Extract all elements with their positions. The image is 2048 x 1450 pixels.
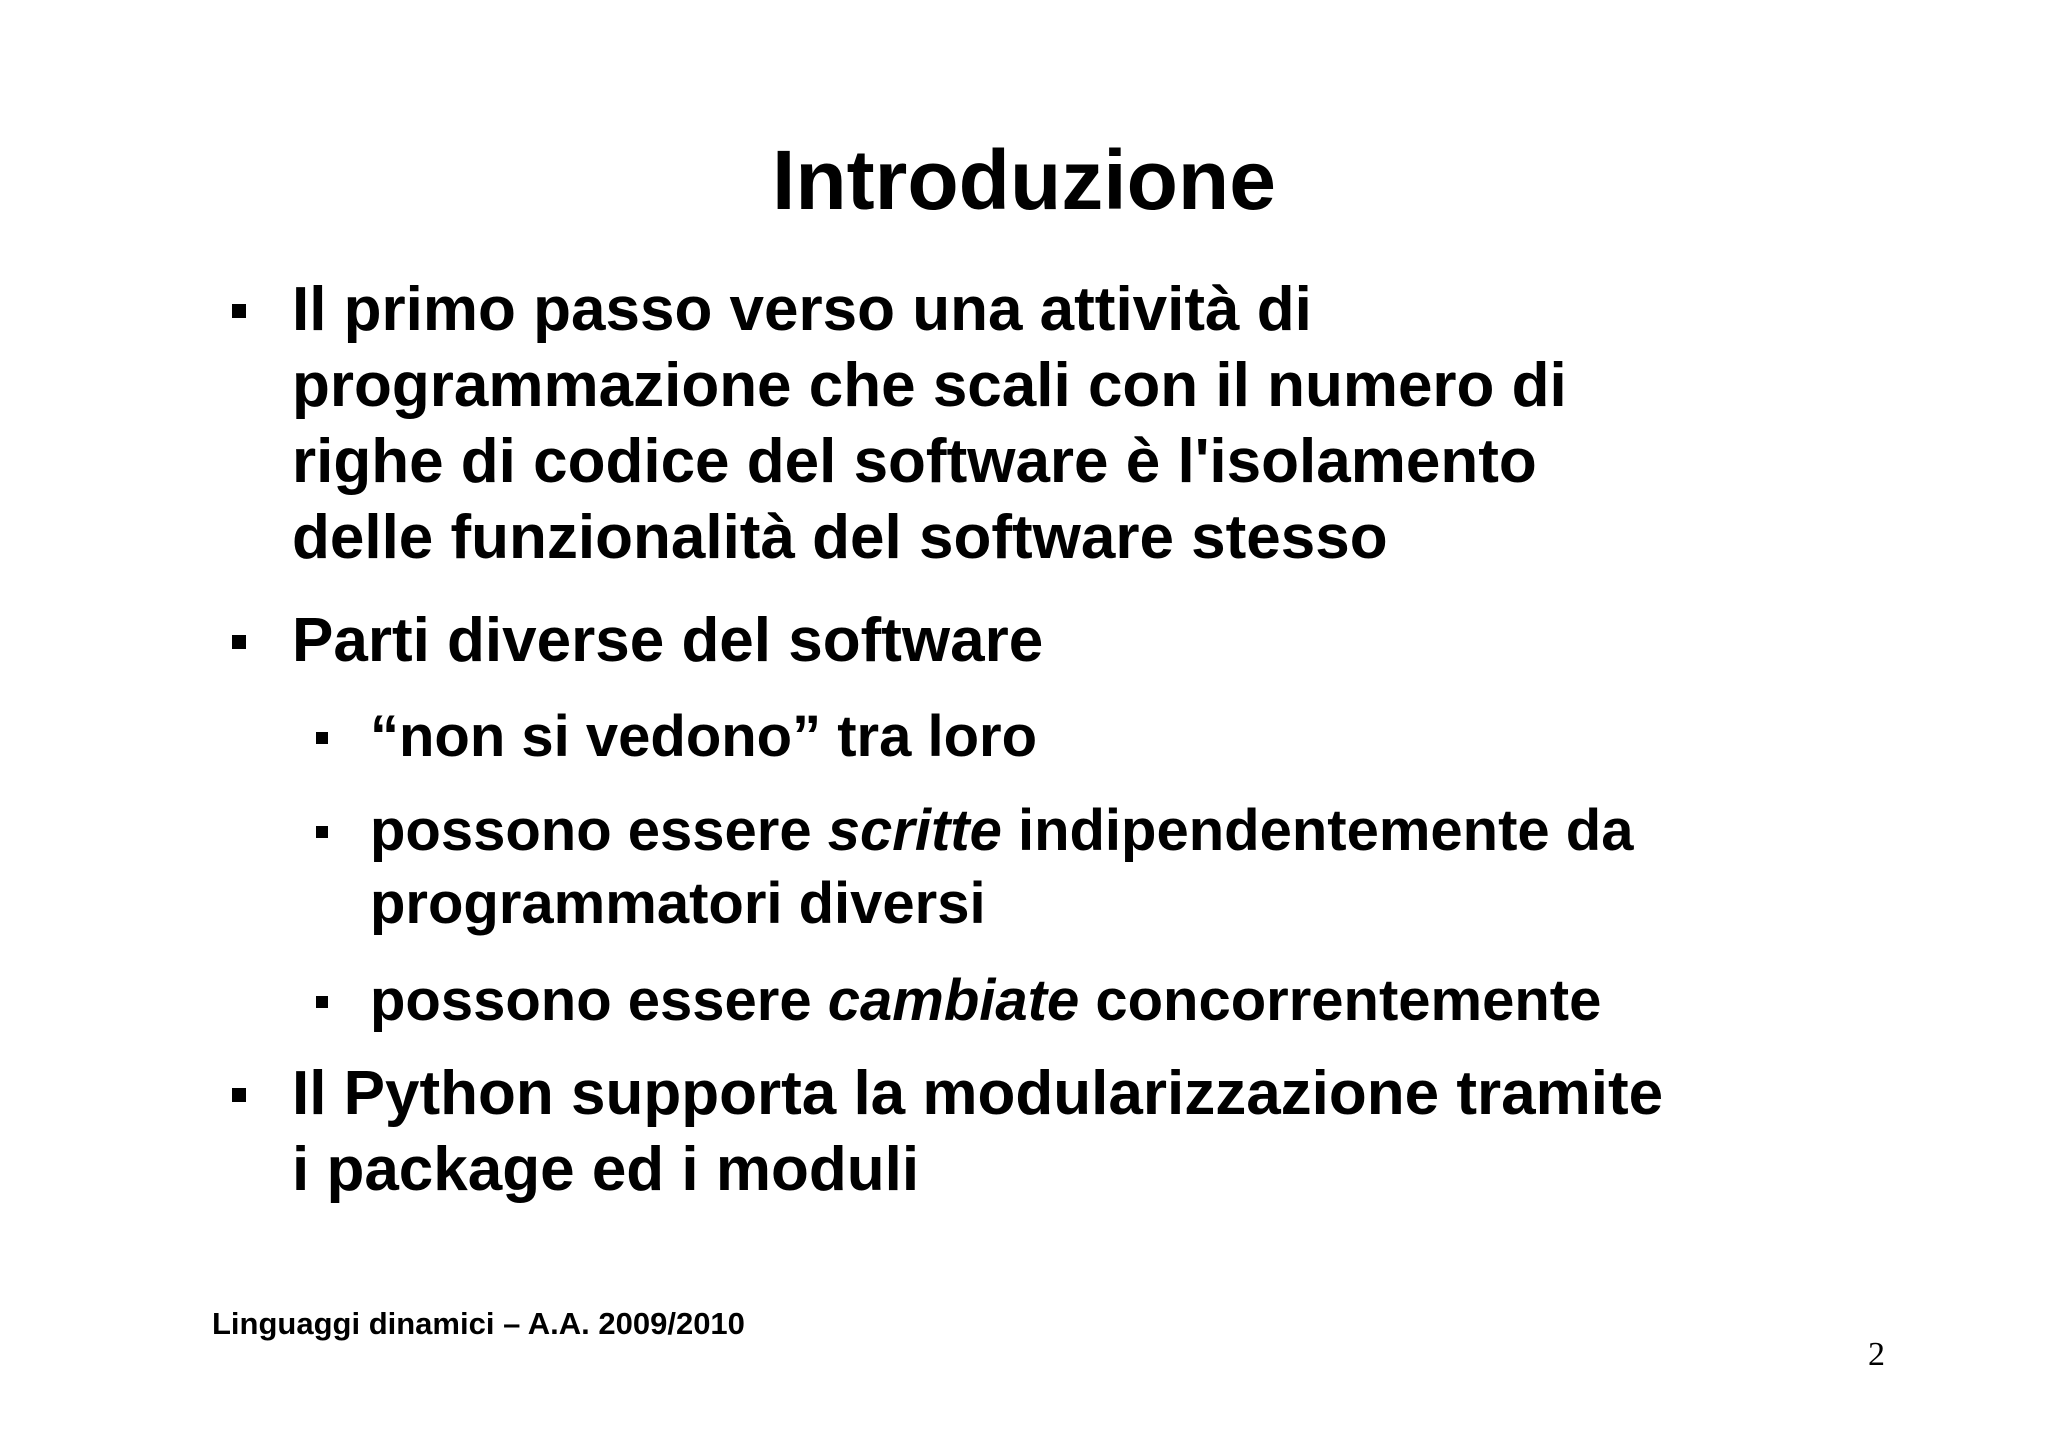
bullet-text: possono essere [370,798,828,863]
bullet-item-modularity-intro [292,272,1567,576]
square-bullet-icon [232,1088,246,1102]
bullet-line [370,794,1633,867]
bullet-text: possono essere [370,968,828,1033]
bullet-line: programmatori diversi [370,871,986,936]
square-bullet-icon [232,635,246,649]
subbullet-item-changed-concurrently [370,964,1601,1037]
square-bullet-icon [316,732,328,744]
bullet-line: programmazione che scali con il numero di [292,351,1567,420]
bullet-line: Parti diverse del software [292,606,1044,675]
bullet-text: concorrentemente [1079,968,1602,1033]
bullet-line: righe di codice del software è l'isolamento [292,427,1537,496]
square-bullet-icon [232,304,246,318]
emphasized-word: scritte [827,798,1002,863]
bullet-item-python-modules [292,1056,1663,1208]
bullet-line [370,964,1601,1037]
slide-title: Introduzione [772,133,1276,227]
square-bullet-icon [316,996,328,1008]
square-bullet-icon [316,826,328,838]
bullet-line: i package ed i moduli [292,1135,920,1204]
bullet-line: “non si vedono” tra loro [370,704,1038,769]
page-number: 2 [1868,1336,1885,1373]
bullet-line: Il primo passo verso una attività di [292,275,1312,344]
bullet-item-software-parts [292,603,1043,679]
bullet-text: indipendentemente da [1001,798,1634,863]
footer-course-label: Linguaggi dinamici – A.A. 2009/2010 [212,1306,745,1341]
subbullet-item-written-independently [370,794,1633,940]
bullet-line: delle funzionalità del software stesso [292,503,1388,572]
emphasized-word: cambiate [827,968,1080,1033]
subbullet-item-not-visible [370,700,1037,773]
bullet-line: Il Python supporta la modularizzazione tramite [292,1059,1664,1128]
